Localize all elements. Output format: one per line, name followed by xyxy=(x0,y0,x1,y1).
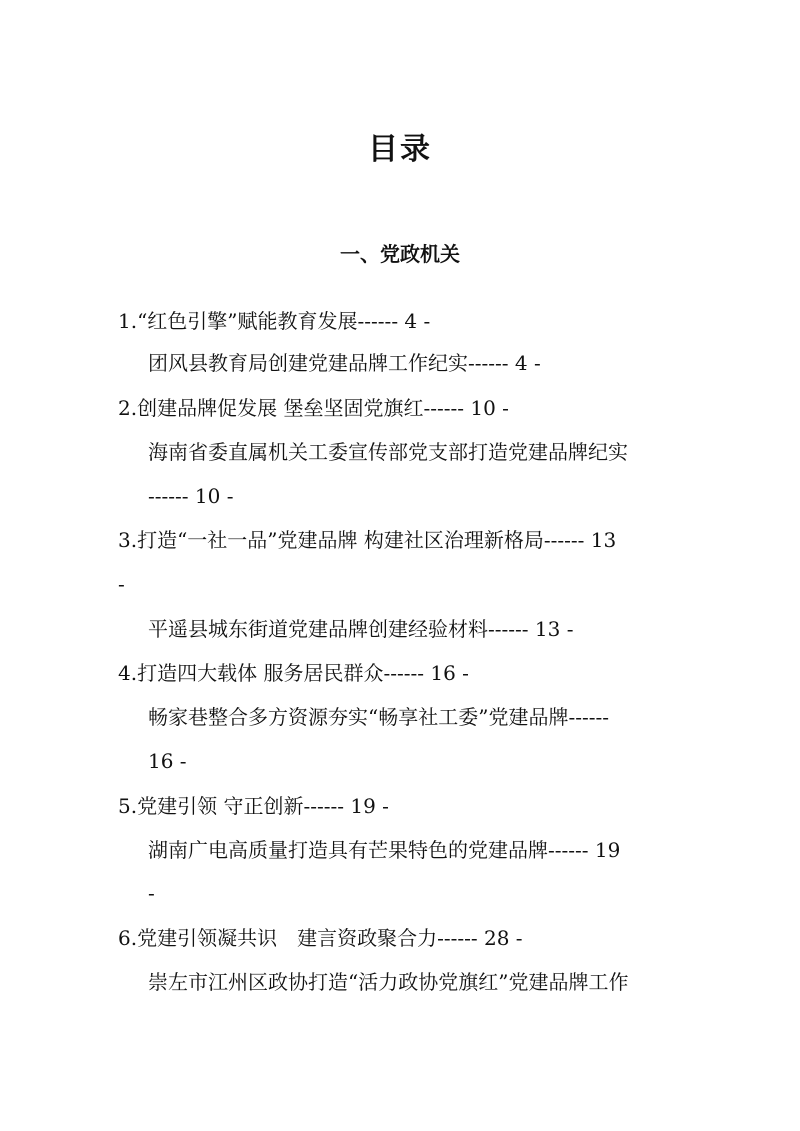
toc-entry-2: 2.创建品牌促发展 堡垒坚固党旗红------ 10 - xyxy=(118,396,509,420)
toc-subentry-2-continued: ------ 10 - xyxy=(148,484,234,508)
toc-entry-6: 6.党建引领凝共识 建言资政聚合力------ 28 - xyxy=(118,926,523,950)
toc-entry-5: 5.党建引领 守正创新------ 19 - xyxy=(118,794,389,818)
toc-subentry-5: 湖南广电高质量打造具有芒果特色的党建品牌------ 19 xyxy=(148,838,621,862)
toc-entry-4: 4.打造四大载体 服务居民群众------ 16 - xyxy=(118,661,469,685)
toc-subentry-6: 崇左市江州区政协打造“活力政协党旗红”党建品牌工作 xyxy=(148,970,629,994)
toc-subentry-1: 团风县教育局创建党建品牌工作纪实------ 4 - xyxy=(148,351,541,375)
toc-subentry-4-continued: 16 - xyxy=(148,749,187,773)
section-heading: 一、党政机关 xyxy=(340,242,460,266)
toc-subentry-2: 海南省委直属机关工委宣传部党支部打造党建品牌纪实 xyxy=(148,440,628,464)
page-title: 目录 xyxy=(368,132,432,167)
toc-entry-1: 1.“红色引擎”赋能教育发展------ 4 - xyxy=(118,309,431,333)
toc-subentry-3: 平遥县城东街道党建品牌创建经验材料------ 13 - xyxy=(148,617,574,641)
toc-entry-3-continued: - xyxy=(118,572,125,596)
toc-subentry-4: 畅家巷整合多方资源夯实“畅享社工委”党建品牌------ xyxy=(148,705,609,729)
toc-entry-3: 3.打造“一社一品”党建品牌 构建社区治理新格局------ 13 xyxy=(118,528,617,552)
toc-subentry-5-continued: - xyxy=(148,881,155,905)
